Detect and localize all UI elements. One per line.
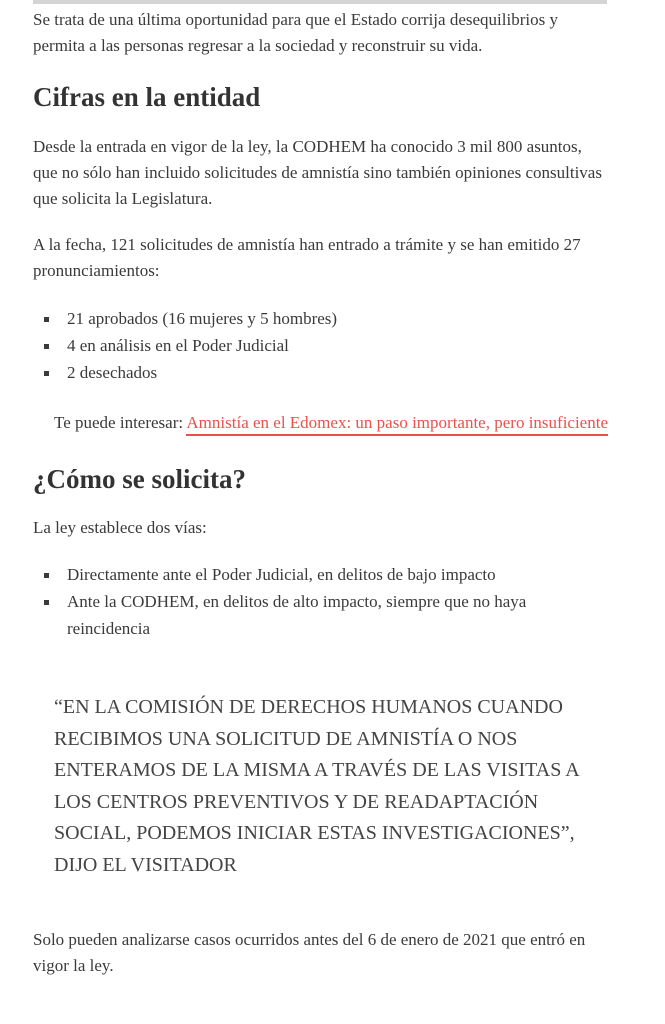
pull-quote: “EN LA COMISIÓN DE DERECHOS HUMANOS CUANDO RECIBIMOS UNA SOLICITUD DE AMNISTÍA O NOS ENTERAMOS DE LA MISMA A TRAVÉS DE LAS VISITAS A LOS CENTROS PREVENTIVOS Y DE READAPTACIÓN SOCIAL, PODEMOS INICIAR ESTAS INVESTIGACIONES”, DIJO EL VISITADOR [54,696,579,876]
como-paragraph-1: La ley establece dos vías: [33,518,207,537]
article-body [33,4,608,979]
square-bullet-icon [44,573,49,578]
list-item: 4 en análisis en el Poder Judicial [33,332,608,359]
section-heading-cifras: Cifras en la entidad [33,82,261,112]
list-item: 2 desechados [33,359,608,386]
list-item: Ante la CODHEM, en delitos de alto impacto, siempre que no haya reincidencia [33,588,608,642]
pronouncements-list [33,305,608,386]
related-article [33,409,608,436]
cifras-paragraph-1: Desde la entrada en vigor de la ley, la CODHEM ha conocido 3 mil 800 asuntos, que no sólo han incluido solicitudes de amnistía sino también opiniones consultivas que solicita la Legislatura. [33,137,602,208]
closing-paragraph: Solo pueden analizarse casos ocurridos antes del 6 de enero de 2021 que entró en vigor la ley. [33,930,586,975]
intro-paragraph: Se trata de una última oportunidad para que el Estado corrija desequilibrios y permita a las personas regresar a la sociedad y reconstruir su vida. [33,10,558,55]
square-bullet-icon [44,317,49,322]
list-item: 21 aprobados (16 mujeres y 5 hombres) [33,305,608,332]
section-heading-como-se-solicita: ¿Cómo se solicita? [33,464,246,494]
related-label: Te puede interesar: [54,413,187,432]
list-item: Directamente ante el Poder Judicial, en delitos de bajo impacto [33,561,608,588]
square-bullet-icon [44,344,49,349]
cifras-paragraph-2: A la fecha, 121 solicitudes de amnistía han entrado a trámite y se han emitido 27 pronunciamientos: [33,235,581,280]
square-bullet-icon [44,371,49,376]
square-bullet-icon [44,600,49,605]
request-channels-list [33,561,608,642]
related-article-link[interactable]: Amnistía en el Edomex: un paso importante, pero insuficiente [186,413,608,436]
